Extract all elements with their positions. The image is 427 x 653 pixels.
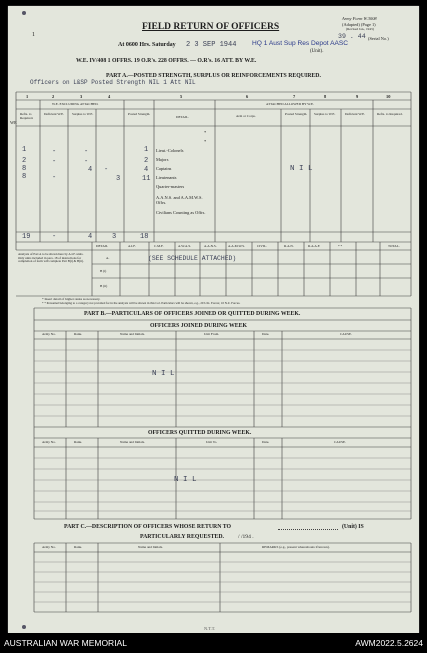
typed-we-value: 2 [22, 157, 27, 165]
col-number: 1 [26, 94, 29, 99]
quitted-col-header: Name and Initials. [120, 440, 145, 444]
col-number: 2 [52, 94, 55, 99]
part-b-heading: PART B.—PARTICULARS OF OFFICERS JOINED OR QUITTED DURING WEEK. [84, 311, 301, 317]
at-hours-label: At 0600 Hrs. Saturday [118, 42, 176, 48]
typed-we-value: 8 [22, 165, 27, 173]
total-value: 18 [140, 233, 149, 241]
col-header: Surplus to W.E. [314, 112, 336, 116]
col-number: 9 [356, 94, 359, 99]
group-we-label: W.E. EXCLUDING ATTACHED. [52, 102, 99, 106]
total-value: 4 [88, 233, 93, 241]
col-header: Refts. to Required. [20, 112, 34, 120]
joined-nil-mark: N I L [152, 370, 175, 378]
analysis-header: C.M.F. [154, 244, 164, 248]
analysis-header: R.A.A.F. [308, 244, 321, 248]
form-revised-note: (Revised Jan., 1943) [346, 27, 374, 31]
analysis-row-label: A. [106, 256, 110, 260]
we-establishment-line: W.E. IV/408 1 OFFRS. 19 O.R's. 228 OFFRS. — O.R's. 16 ATT. BY W.E. [76, 58, 257, 64]
army-form-number: Army Form W.3008 [342, 16, 377, 21]
form-sheet [8, 6, 419, 633]
col-header: Surplus to W.E. [72, 112, 94, 116]
group-attached-label: ATTACHED ALLOWED BY W.E. [266, 102, 314, 106]
quitted-col-header: Date. [262, 440, 270, 444]
col-header: Arm or Corps. [236, 114, 256, 118]
analysis-header: A.A.M.W.S. [228, 244, 245, 248]
corner-mark: 1 [32, 32, 35, 38]
we-side-label: WE [10, 120, 17, 125]
col-number: 5 [180, 94, 183, 99]
col-number: 8 [324, 94, 327, 99]
typed-posted-value: 2 [144, 157, 149, 165]
col-header: Deficient W.E. [345, 112, 366, 116]
quitted-col-header: Army No. [42, 440, 56, 444]
col-header: Posted Strength. [128, 112, 151, 116]
quitted-col-header: CAUSE. [334, 440, 346, 444]
joined-title: OFFICERS JOINED DURING WEEK [150, 323, 248, 329]
part-c-heading: PART C.—DESCRIPTION OF OFFICERS WHOSE RETURN TO [64, 524, 232, 530]
joined-col-header: Unit From. [204, 332, 220, 336]
unit-suffix: (Unit). [310, 49, 324, 54]
part-c-date-blank: / /194 . [238, 534, 254, 540]
col-number: 10 [386, 94, 391, 99]
joined-col-header: Rank. [74, 332, 83, 336]
part-c-col-header: Army No. [42, 545, 56, 549]
detail-row-label: A.A.N.S. and A.A.M.W.S. Offrs. [156, 195, 203, 206]
typed-surplus-value: - [84, 148, 89, 156]
typed-deficient-value: - [52, 174, 57, 182]
part-a-typed-note: Officers on L&SP Posted Strength NIL 1 Att NIL [30, 79, 196, 86]
analysis-header: A.W.A.S. [178, 244, 192, 248]
serial-number-typed: 39 . 44 [338, 33, 366, 40]
part-a-heading: PART A.—POSTED STRENGTH, SURPLUS OR REINFORCEMENTS REQUIRED. [106, 73, 321, 79]
detail-row-label: Lieut.-Colonels [156, 148, 184, 153]
joined-col-header: Name and Initials. [120, 332, 145, 336]
typed-deficient-value: - [52, 148, 57, 156]
serial-label: (Serial No.) [368, 36, 389, 41]
col-number: 6 [246, 94, 249, 99]
quitted-col-header: Rank. [74, 440, 83, 444]
typed-posted-value: 11 [142, 175, 151, 183]
quitted-nil-mark: N I L [174, 476, 197, 484]
quitted-title: OFFICERS QUITTED DURING WEEK. [148, 430, 252, 436]
total-value: 19 [22, 233, 31, 241]
joined-col-header: Date. [262, 332, 270, 336]
col-header: DETAIL. [176, 115, 189, 119]
footer-accession-number: AWM2022.5.2624 [355, 638, 423, 648]
col-number: 7 [293, 94, 296, 99]
asterisk-mark: * [204, 130, 207, 135]
total-value: - [52, 233, 57, 241]
typed-surplus-value: - [104, 166, 109, 174]
typed-posted-value: 1 [144, 146, 149, 154]
schedule-attached-typed: (SEE SCHEDULE ATTACHED) [148, 255, 237, 262]
archive-footer [0, 633, 427, 653]
col-header: Posted Strength. [285, 112, 308, 116]
joined-col-header: CAUSE. [340, 332, 352, 336]
typed-we-value: 1 [22, 146, 27, 154]
typed-we-value: 8 [22, 173, 27, 181]
joined-col-header: Army No. [42, 332, 56, 336]
total-value: 3 [112, 233, 117, 241]
footer-institution: AUSTRALIAN WAR MEMORIAL [4, 638, 127, 648]
form-title: FIELD RETURN OF OFFICERS [142, 22, 280, 32]
date-typed: 2 3 SEP 1944 [186, 41, 237, 49]
analysis-header: R.A.N. [284, 244, 294, 248]
analysis-header: * * [338, 244, 343, 248]
footnote: * * Personnel belonging to a category not provided for in the analysis will be shown in this Col. Particulars will be shown, e.g., 20 U.K. Forces; 10 N.Z. Forces. [42, 301, 241, 305]
analysis-header: DETAIL [96, 244, 108, 248]
analysis-row-label: B (i) [100, 269, 107, 273]
detail-row-label: Quarter-masters [156, 184, 185, 189]
asterisk-mark: * [204, 139, 207, 144]
col-number: 3 [80, 94, 83, 99]
part-c-col-header: REMARKS (e.g., present whereabouts if known). [262, 545, 330, 549]
bottom-mark: N.T.T. [204, 626, 216, 631]
detail-row-label: Captains [156, 166, 172, 171]
analysis-row-label: B (ii) [100, 284, 108, 288]
form-adapted-note: (Adapted) (Page 1) [342, 22, 376, 27]
detail-row-label: Civilians Counting as Offrs. [156, 210, 206, 215]
typed-posted-value: 4 [144, 166, 149, 174]
analysis-header: A.I.F. [128, 244, 136, 248]
unit-stamp: HQ 1 Aust Sup Res Depot AASC [252, 40, 349, 47]
typed-surplus-value: 3 [116, 175, 121, 183]
attached-nil-mark: N I L [290, 165, 313, 173]
part-c-col-header: Rank. [74, 545, 83, 549]
analysis-header: A.A.N.S. [204, 244, 217, 248]
detail-row-label: Lieutenants [156, 175, 177, 180]
part-c-col-header: Name and Initials. [138, 545, 163, 549]
analysis-header: TOTAL. [388, 244, 400, 248]
typed-deficient-value: 4 [88, 166, 93, 174]
col-header: Refts. to Required. [377, 112, 403, 116]
footnote: * Insert detail of higher ranks as necessary. [42, 297, 101, 301]
col-number: 4 [108, 94, 111, 99]
part-c-unit-blank [278, 529, 338, 530]
part-c-requested: PARTICULARLY REQUESTED. [140, 534, 224, 540]
typed-surplus-value: - [84, 158, 89, 166]
analysis-header: CIVIL. [257, 244, 267, 248]
col-header: Deficient W.E. [44, 112, 65, 116]
part-c-heading-unit: (Unit) IS [342, 524, 364, 530]
quitted-col-header: Unit To. [206, 440, 218, 444]
detail-row-label: Majors [156, 157, 169, 162]
analysis-instruction-note: Analysis of Part A to be shown here by A.I.F. units. Only units included in para. 18 of instructions for completion of form will complete Part B(i) & B(ii). [18, 252, 84, 264]
typed-deficient-value: - [52, 158, 57, 166]
